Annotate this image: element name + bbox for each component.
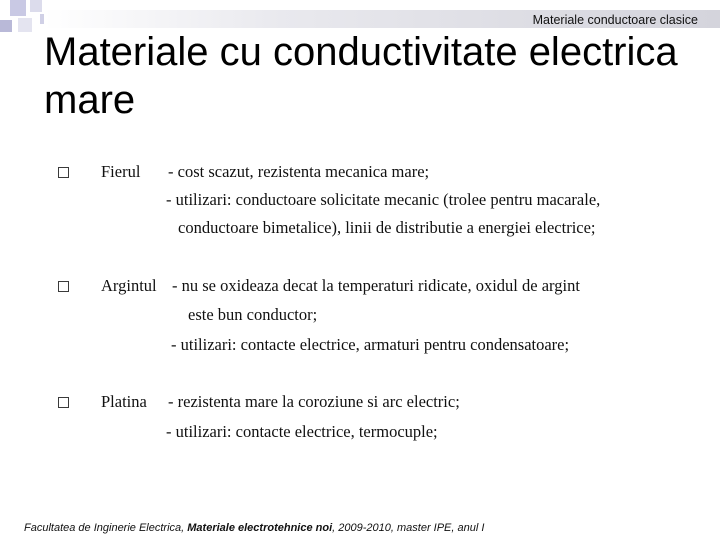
header-label: Materiale conductoare clasice [532,13,698,27]
item-term: Platina [101,392,147,411]
footer [24,522,484,534]
slide-title: Materiale cu conductivitate electrica mare [44,30,678,122]
footer-course: Materiale electrotehnice noi [187,522,333,534]
item-line: - cost scazut, rezistenta mecanica mare; [168,162,430,181]
bullet-icon [58,281,69,292]
item-line: - utilizari: contacte electrice, termocuple; [166,422,438,441]
bullet-icon [58,167,69,178]
item-line: este bun conductor; [188,305,318,324]
item-line: - rezistenta mare la coroziune si arc electric; [168,392,460,411]
item-line: - utilizari: conductoare solicitate mecanic (trolee pentru macarale, [166,190,601,209]
footer-details: , 2009-2010, master IPE, anul I [332,522,485,534]
item-line: - utilizari: contacte electrice, armaturi pentru condensatoare; [171,335,570,354]
item-term: Argintul [101,276,157,295]
item-term: Fierul [101,162,141,181]
bullet-icon [58,397,69,408]
footer-faculty: Facultatea de Inginerie Electrica, [24,522,188,534]
item-line: - nu se oxideaza decat la temperaturi ridicate, oxidul de argint [172,276,580,295]
item-line: conductoare bimetalice), linii de distributie a energiei electrice; [178,218,596,237]
